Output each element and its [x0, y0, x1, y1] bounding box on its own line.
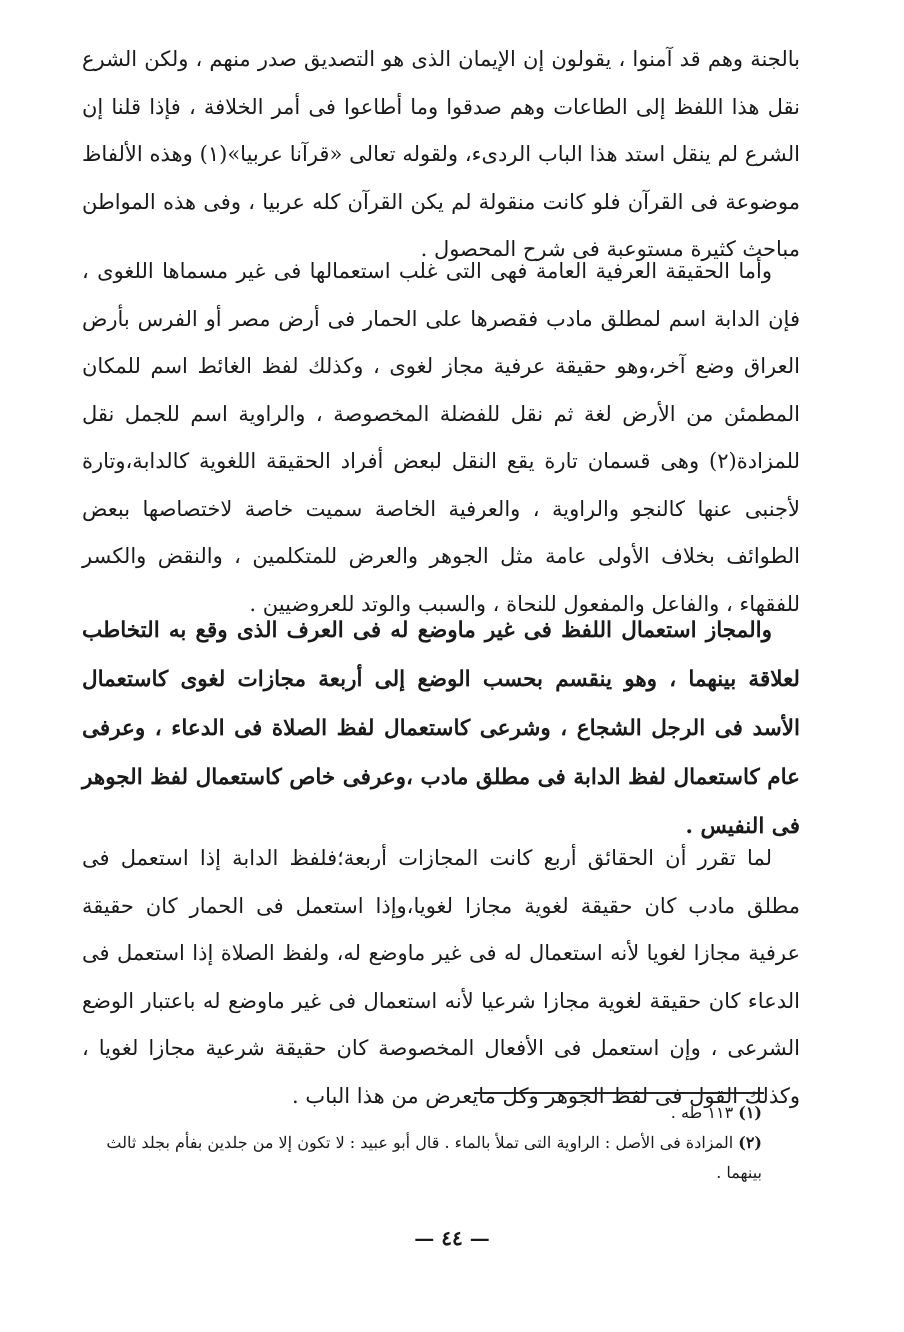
- body-text-block: [82, 606, 800, 851]
- footnote-marker: (٢): [738, 1133, 762, 1152]
- footnote-1: [104, 1098, 762, 1128]
- footnote-marker: (١): [738, 1103, 762, 1122]
- footnote-text: المزادة فى الأصل : الراوية التى تملأ بالماء . قال أبو عبيد : لا تكون إلا من جلدين بفأم بجلد ثالث بينهما .: [106, 1133, 762, 1182]
- paragraph-3-majaz-definition: والمجاز استعمال اللفظ فى غير ماوضع له فى العرف الذى وقع به التخاطب لعلاقة بينهما ، وهو ينقسم بحسب الوضع إلى أربعة مجازات لغوى كاستعمال الأسد فى الرجل الشجاع ، وشرعى كاستعمال لفظ الصلاة فى الدعاء ، وعرفى عام كاستعمال لفظ الدابة فى مطلق مادب ،وعرفى خاص كاستعمال لفظ الجوهر فى النفيس .: [82, 618, 800, 839]
- body-text-block: [82, 248, 800, 628]
- paragraph-1: بالجنة وهم قد آمنوا ، يقولون إن الإيمان الذى هو التصديق صدر منهم ، ولكن الشرع نقل هذا اللفظ إلى الطاعات وهم صدقوا وما أطاعوا فى أمر الخلافة ، فإذا قلنا إن الشرع لم ينقل استد هذا الباب الردىء، ولقوله تعالى «قرآنا عربيا»(١) وهذه الألفاظ موضوعة فى القرآن فلو كانت منقولة لم يكن القرآن كله عربيا ، وفى هذه المواطن مباحث كثيرة مستوعبة فى شرح المحصول .: [82, 47, 801, 261]
- paragraph-4: لما تقرر أن الحقائق أربع كانت المجازات أربعة؛فلفظ الدابة إذا استعمل فى مطلق مادب كان حقيقة لغوية مجازا لغويا،وإذا استعمل فى الحمار كان حقيقة عرفية مجازا لغويا لأنه استعمال له فى غير ماوضع له، ولفظ الصلاة إذا استعمل فى الدعاء كان حقيقة لغوية مجازا شرعيا لأنه استعمال فى غير ماوضع له باعتبار الوضع الشرعى ، وإن استعمل فى الأفعال المخصوصة كان حقيقة شرعية مجازا لغويا ، وكذلك القول فى لفظ الجوهر وكل مايعرض من هذا الباب .: [82, 846, 800, 1108]
- footnotes: [104, 1098, 762, 1188]
- paragraph-2: وأما الحقيقة العرفية العامة فهى التى غلب استعمالها فى غير مسماها اللغوى ، فإن الدابة اسم لمطلق مادب فقصرها على الحمار فى أرض مصر أو الفرس بأرض العراق وضع آخر،وهو حقيقة عرفية مجاز لغوى ، وكذلك لفظ الغائط اسم للمكان المطمئن من الأرض لغة ثم نقل للفضلة المخصوصة ، والراوية اسم للجمل نقل للمزادة(٢) وهى قسمان تارة يقع النقل لبعض أفراد الحقيقة اللغوية كالدابة،وتارة لأجنبى عنها كالنجو والراوية ، والعرفية الخاصة سميت خاصة لاختصاصها ببعض الطوائف بخلاف الأولى عامة مثل الجوهر والعرض للمتكلمين ، والنقض والكسر للفقهاء ، والفاعل والمفعول للنحاة ، والسبب والوتد للعروضيين .: [82, 259, 800, 616]
- body-text-block: [82, 36, 800, 274]
- page-number: — ٤٤ —: [414, 1226, 490, 1250]
- footnote-text: ١١٣ طه .: [670, 1103, 734, 1122]
- footnote-divider: [474, 1092, 764, 1094]
- body-text-block: [82, 835, 800, 1120]
- footnote-2: [104, 1128, 762, 1188]
